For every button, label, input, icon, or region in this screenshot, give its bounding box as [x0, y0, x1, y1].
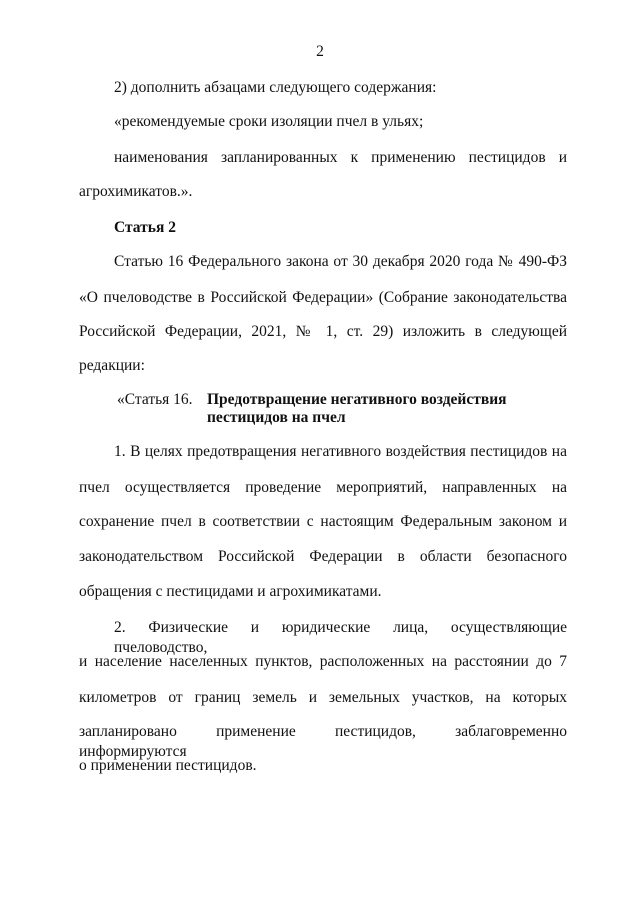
page-number: 2 — [316, 43, 324, 60]
quote-paragraph-2-line-1: наименования запланированных к применению пестицидов и — [114, 149, 567, 166]
article-2-text-line-4: редакции: — [79, 357, 145, 374]
point-1-line-5: обращения с пестицидами и агрохимикатами. — [79, 583, 382, 600]
article-2-text-line-2: «О пчеловодстве в Российской Федерации» (Собрание законодательства — [79, 289, 567, 306]
article-16-title-line-2: пестицидов на пчел — [207, 409, 346, 426]
point-2-line-2: и население населенных пунктов, расположенных на расстоянии до 7 — [79, 653, 567, 670]
point-2-line-5: о применении пестицидов. — [79, 757, 257, 774]
point-2-line-4: запланировано применение пестицидов, заблаговременно информируются — [79, 723, 567, 760]
quote-paragraph-1: «рекомендуемые сроки изоляции пчел в ульях; — [114, 113, 424, 130]
article-16-label: «Статья 16. — [117, 391, 193, 408]
point-2-line-1: 2. Физические и юридические лица, осуществляющие пчеловодство, — [114, 619, 567, 656]
article-2-text-line-3: Российской Федерации, 2021, № 1, ст. 29) изложить в следующей — [79, 323, 567, 340]
article-2-text-line-1: Статью 16 Федерального закона от 30 декабря 2020 года № 490-ФЗ — [114, 253, 567, 270]
point-2-line-3: километров от границ земель и земельных участков, на которых — [79, 689, 567, 706]
amendment-paragraph: 2) дополнить абзацами следующего содержания: — [114, 79, 437, 96]
quote-paragraph-2-line-2: агрохимикатов.». — [79, 183, 193, 200]
point-1-line-1: 1. В целях предотвращения негативного воздействия пестицидов на — [114, 443, 567, 460]
point-1-line-2: пчел осуществляется проведение мероприятий, направленных на — [79, 479, 567, 496]
article-2-heading: Статья 2 — [114, 219, 176, 236]
article-16-title-line-1: Предотвращение негативного воздействия — [207, 391, 507, 408]
point-1-line-4: законодательством Российской Федерации в области безопасного — [79, 548, 567, 565]
point-1-line-3: сохранение пчел в соответствии с настоящим Федеральным законом и — [79, 513, 567, 530]
